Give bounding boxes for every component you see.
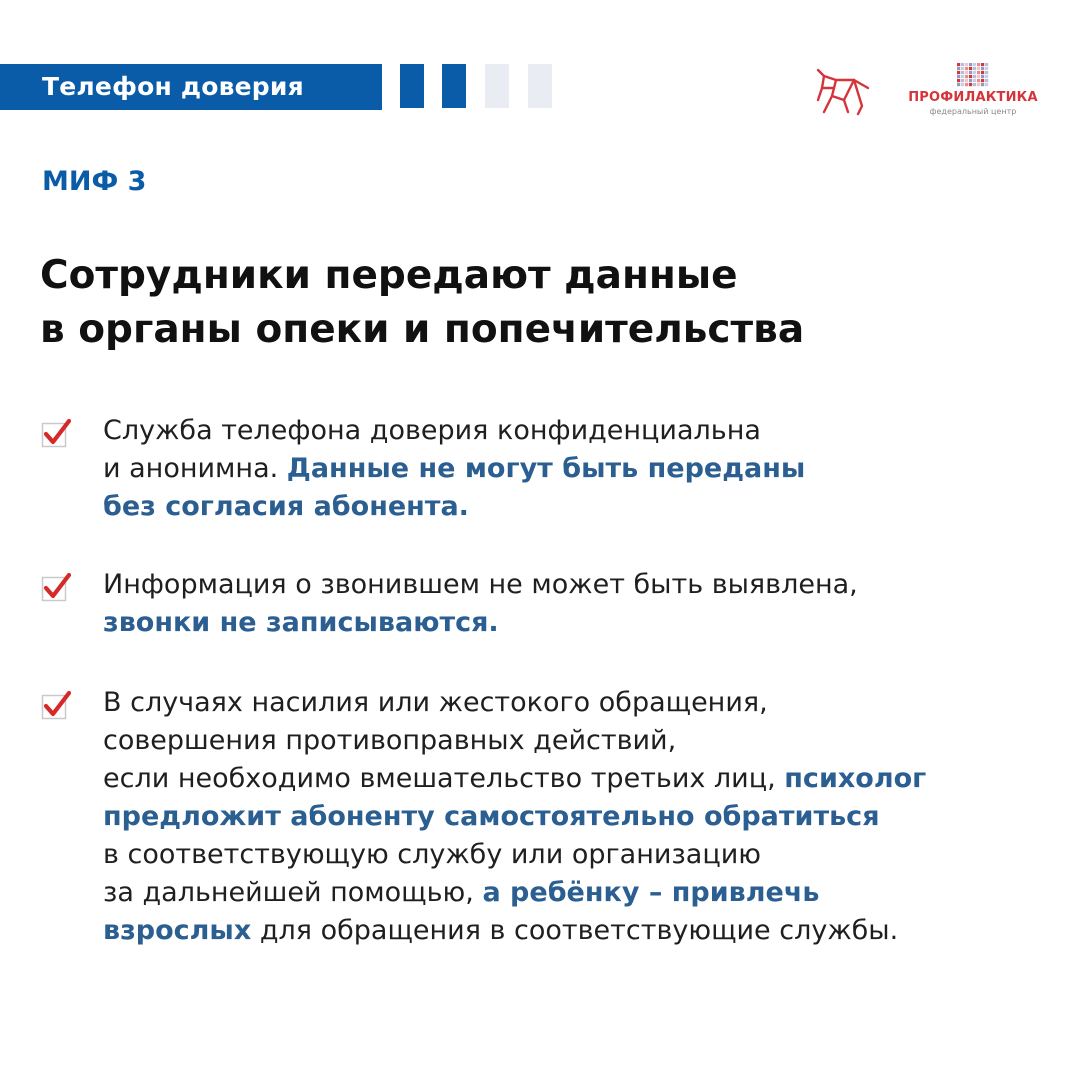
header-decor-block [485, 64, 509, 108]
text-line [103, 874, 1063, 912]
checkbox-checked-icon [41, 418, 71, 448]
text-line [103, 760, 1063, 798]
logo-pixel [981, 75, 984, 78]
checkbox-checked-icon [41, 572, 71, 602]
logo-pixel [957, 75, 960, 78]
logo-pixel [981, 63, 984, 66]
headline [40, 249, 1040, 357]
fact-text [103, 566, 1063, 642]
text-line [103, 566, 1063, 604]
highlighted-text: взрослых [103, 915, 252, 946]
headline-line: в органы опеки и попечительства [40, 307, 805, 352]
logo-pixel [973, 75, 976, 78]
body-text: В случаях насилия или жестокого обращения, [103, 687, 768, 718]
logo-pixel [981, 79, 984, 82]
text-line [103, 722, 1063, 760]
logo-pixel [969, 63, 972, 66]
highlighted-text: без согласия абонента. [103, 491, 469, 522]
logo-pixel [985, 79, 988, 82]
logo-pixel [973, 83, 976, 86]
logo-pixel [961, 67, 964, 70]
body-text: и анонимна. [103, 453, 287, 484]
logo-subtitle: федеральный центр [929, 107, 1017, 116]
body-text: за дальнейшей помощью, [103, 877, 483, 908]
body-text: для обращения в соответствующие службы. [251, 915, 899, 946]
headline-line: Сотрудники передают данные [40, 253, 738, 298]
highlighted-text: а ребёнку – привлечь [482, 877, 820, 908]
body-text: совершения противоправных действий, [103, 725, 677, 756]
logo-pixel [957, 71, 960, 74]
checkbox-checked-icon [41, 690, 71, 720]
logo-pixel [957, 63, 960, 66]
text-line [103, 798, 1063, 836]
body-text: Служба телефона доверия конфиденциальна [103, 415, 761, 446]
logo-pixel [969, 79, 972, 82]
logo-pixel [985, 83, 988, 86]
logo-pixel [977, 83, 980, 86]
logo-pixel [977, 67, 980, 70]
logo-pixel [977, 75, 980, 78]
logo-pixel [973, 63, 976, 66]
logo-pixel [973, 67, 976, 70]
header-title: Телефон доверия [42, 72, 304, 101]
header-bar [0, 64, 382, 110]
text-line [103, 604, 1063, 642]
logo-pixel [985, 75, 988, 78]
logo-pixel [961, 71, 964, 74]
logo-pixel [985, 67, 988, 70]
logo-pixel [985, 63, 988, 66]
text-line [103, 450, 1063, 488]
logo-pixel [957, 79, 960, 82]
header-decor-block [400, 64, 424, 108]
myth-label: МИФ 3 [42, 166, 147, 197]
logo-pixel [965, 75, 968, 78]
body-text: в соответствующую службу или организацию [103, 839, 761, 870]
highlighted-text: предложит абоненту самостоятельно обратиться [103, 801, 880, 832]
logo-pixel [965, 83, 968, 86]
logo-pixel [985, 71, 988, 74]
logo-pixel [965, 67, 968, 70]
logo-pixel [981, 67, 984, 70]
logo-name: ПРОФИЛАКТИКА [908, 90, 1038, 105]
text-line [103, 412, 1063, 450]
highlighted-text: звонки не записываются. [103, 607, 499, 638]
logo-pixel [961, 83, 964, 86]
text-line [103, 912, 1063, 950]
fact-text [103, 684, 1063, 950]
text-line [103, 684, 1063, 722]
logo-pixel [969, 67, 972, 70]
header-decor-block [442, 64, 466, 108]
logo-pixel [981, 71, 984, 74]
logo-pixel [961, 79, 964, 82]
body-text: если необходимо вмешательство третьих лиц, [103, 763, 785, 794]
highlighted-text: психолог [784, 763, 927, 794]
logo-pixel [961, 63, 964, 66]
logo-pixel [981, 83, 984, 86]
profilaktika-logo-icon [957, 63, 989, 87]
text-line [103, 836, 1063, 874]
logo-pixel [977, 71, 980, 74]
logo-pixel [977, 63, 980, 66]
logo-pixel [957, 83, 960, 86]
logo-pixel [957, 67, 960, 70]
logo-pixel [965, 71, 968, 74]
logo-pixel [977, 79, 980, 82]
red-stick-figure-emblem-icon [814, 66, 874, 116]
logo-pixel [973, 79, 976, 82]
logo-pixel [969, 71, 972, 74]
logo-pixel [973, 71, 976, 74]
body-text: Информация о звонившем не может быть выявлена, [103, 569, 858, 600]
logo-pixel [969, 75, 972, 78]
logo-pixel [961, 75, 964, 78]
logo-pixel [965, 63, 968, 66]
header-decor-block [528, 64, 552, 108]
highlighted-text: Данные не могут быть переданы [286, 453, 806, 484]
logo-pixel [969, 83, 972, 86]
logo-pixel [965, 79, 968, 82]
fact-text [103, 412, 1063, 526]
text-line [103, 488, 1063, 526]
